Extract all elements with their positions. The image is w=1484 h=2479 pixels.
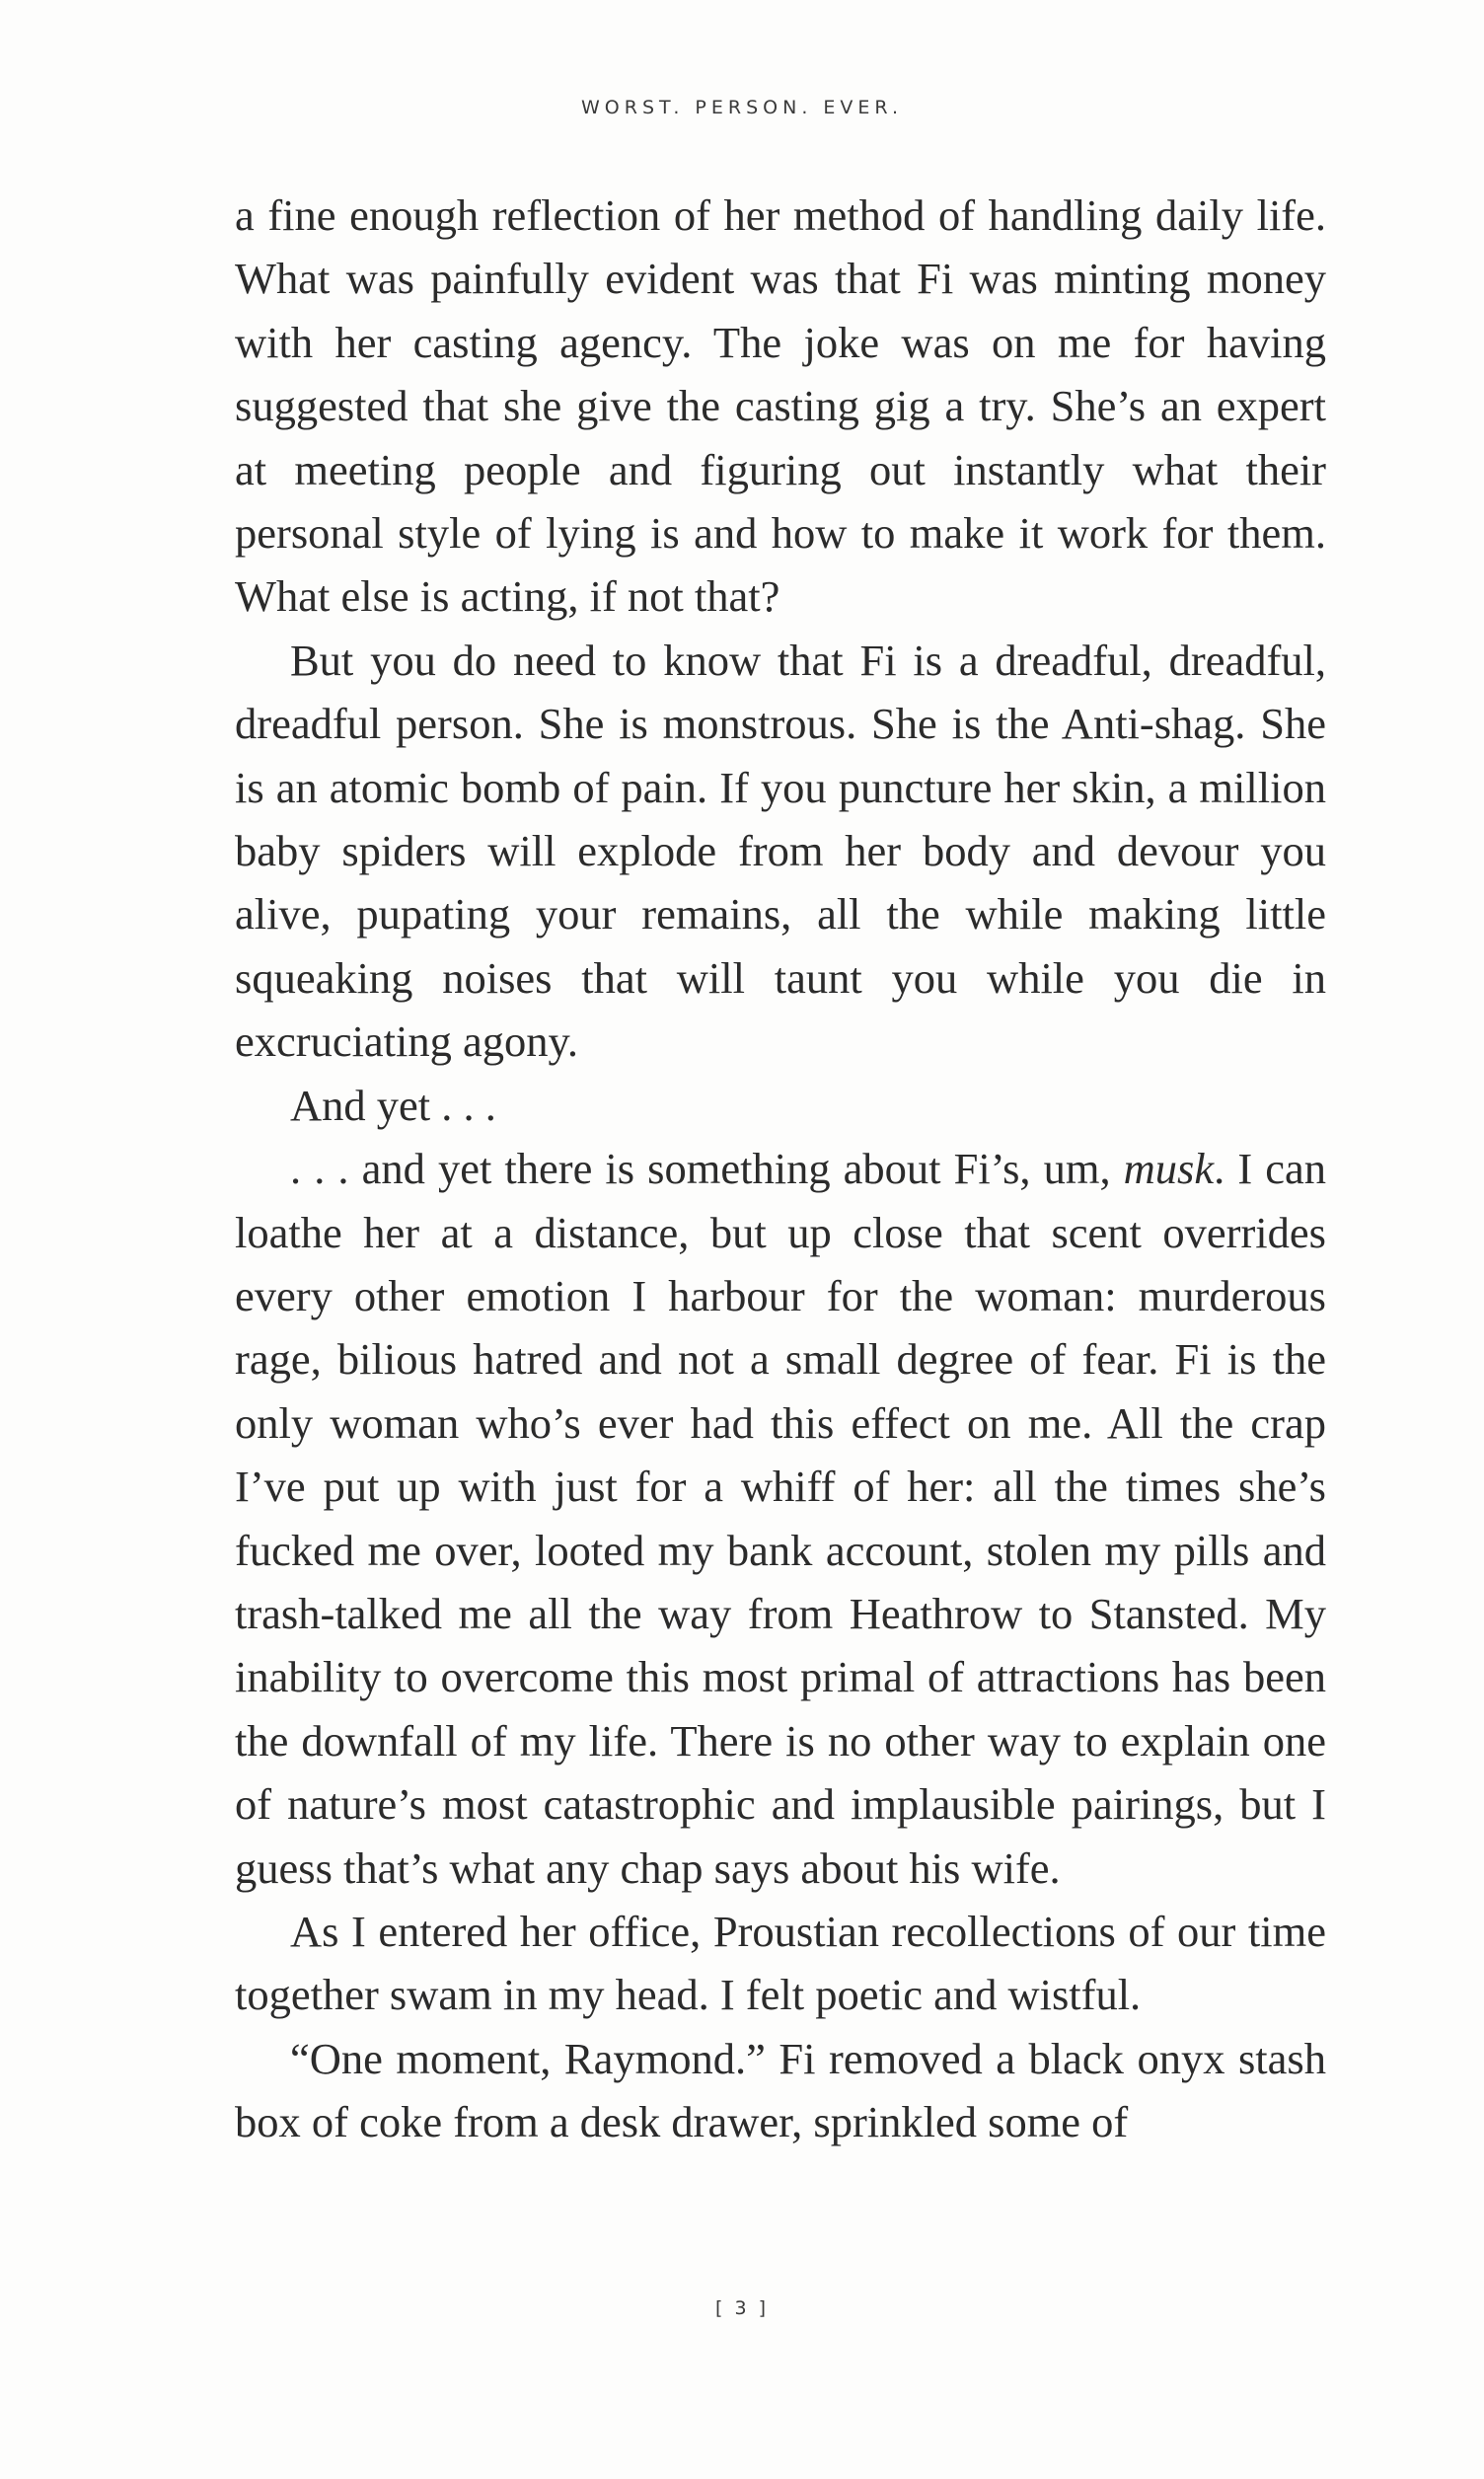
paragraph-5: As I entered her office, Proustian recollections of our time together swam in my head. I felt poetic and wistful. — [235, 1906, 1326, 2020]
paragraph-6: “One moment, Raymond.” Fi removed a black onyx stash box of coke from a desk drawer, sprinkled some of — [235, 2033, 1326, 2147]
paragraph-2: But you do need to know that Fi is a dreadful, dreadful, dreadful person. She is monstrous. She is the Anti-shag. She is an atomic bomb of pain. If you puncture her skin, a million baby spiders will explode from her body and devour you alive, pupating your remains, all the while making little squeaking noises that will taunt you while you die in excruciating agony. — [235, 635, 1326, 1067]
paragraph-4-part-2: . I can loathe her at a distance, but up close that scent overrides every other emotion I harbour for the woman: murderous rage, bilious hatred and not a small degree of fear. Fi is the only woman who’s ever had this effect on me. All the crap I’ve put up with just for a whiff of her: all the times she’s fucked me over, looted my bank account, stolen my pills and trash-talked me all the way from Heathrow to Stansted. My inability to overcome this most primal of attractions has been the downfall of my life. There is no other way to explain one of nature’s most catastrophic and implausible pairings, but I guess that’s what any chap says about his wife. — [235, 1144, 1326, 1893]
body-text — [235, 184, 1326, 2154]
paragraph-3: And yet . . . — [290, 1080, 496, 1130]
paragraph-4-italic: musk — [1123, 1144, 1215, 1194]
running-head: WORST. PERSON. EVER. — [581, 97, 903, 118]
page-number: [ 3 ] — [715, 2297, 769, 2319]
paragraph-1: a fine enough reflection of her method of handling daily life. What was painfully evident was that Fi was minting money with her casting agency. The joke was on me for having suggested that she give the casting gig a try. She’s an expert at meeting people and figuring out instantly what their personal style of lying is and how to make it work for them. What else is acting, if not that? — [235, 190, 1326, 622]
paragraph-4 — [235, 1137, 1326, 1900]
paragraph-4-part-1: . . . and yet there is something about Fi’s, um, — [290, 1144, 1124, 1194]
